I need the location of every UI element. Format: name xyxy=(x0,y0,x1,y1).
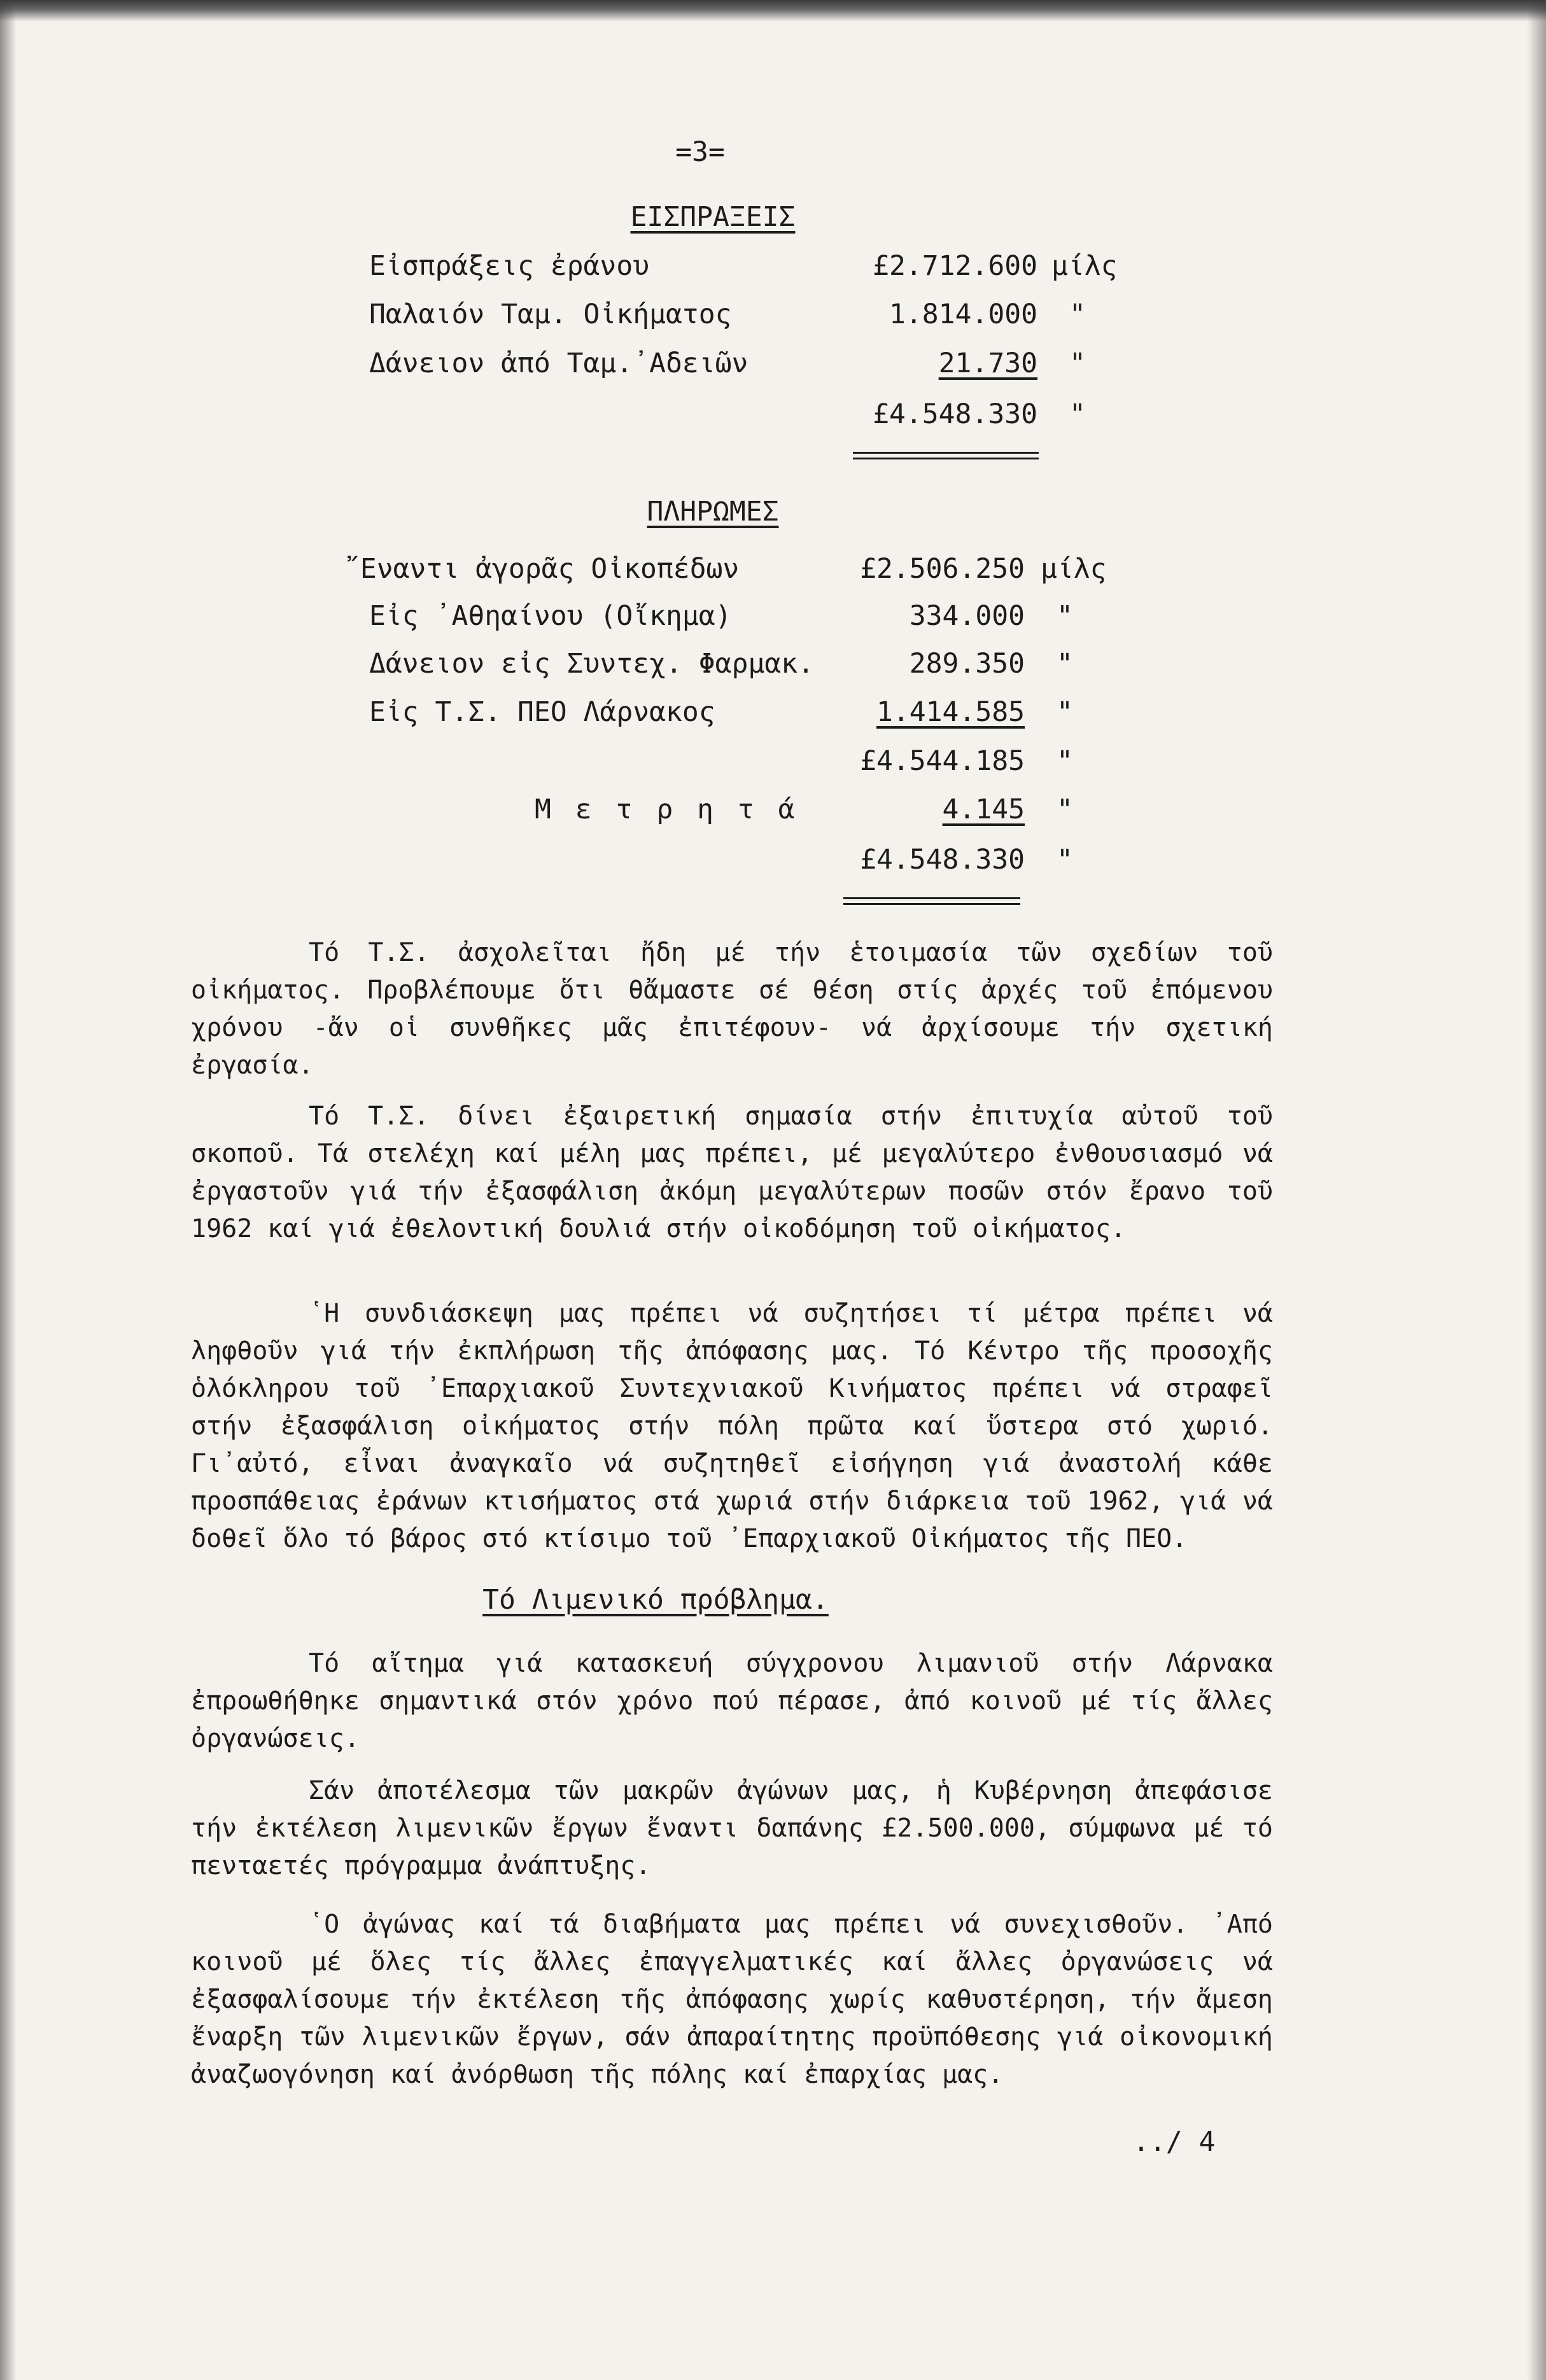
payment-unit: " xyxy=(1057,600,1073,632)
payment-amount: £2.506.250 xyxy=(860,553,1025,585)
paragraph: Τό Τ.Σ. ἀσχολεῖται ἤδη μέ τήν ἑτοιμασία τῶν σχεδίων τοῦ οἰκήματος. Προβλέπουμε ὅτι θἄμαστε σέ θέση στίς ἀρχές τοῦ ἐπόμενου χρόνου -ἄν οἱ συνθῆκες μᾶς ἐπιτέφουν- νά ἀρχίσουμε τήν σχετική ἐργασία. xyxy=(191,938,1273,1080)
receipt-label: Δάνειον ἀπό Ταμ.᾿Αδειῶν xyxy=(369,347,748,379)
receipts-heading: ΕΙΣΠΡΑΞΕΙΣ xyxy=(630,201,796,233)
paragraph: Τό αἴτημα γιά κατασκευή σύγχρονου λιμανιοῦ στήν Λάρνακα ἐπροωθήθηκε σημαντικά στόν χρόνο πού πέρασε, ἀπό κοινοῦ μέ τίς ἄλλες ὀργανώσεις. xyxy=(191,1649,1273,1753)
payment-amount: 1.414.585 xyxy=(876,696,1025,728)
payment-unit: μίλς xyxy=(1041,553,1107,585)
receipt-label: Εἰσπράξεις ἐράνου xyxy=(369,250,650,282)
paragraph: Τό Τ.Σ. δίνει ἐξαιρετική σημασία στήν ἐπιτυχία αὐτοῦ τοῦ σκοποῦ. Τά στελέχη καί μέλη μας πρέπει, μέ μεγαλύτερο ἐνθουσιασμό νά ἐργαστοῦν γιά τήν ἐξασφάλιση ἀκόμη μεγαλύτερων ποσῶν στόν ἔρανο τοῦ 1962 καί γιά ἐθελοντική δουλιά στήν οἰκοδόμηση τοῦ οἰκήματος. xyxy=(191,1102,1273,1243)
receipt-unit: μίλς xyxy=(1051,250,1118,282)
payment-unit: " xyxy=(1057,696,1073,728)
paragraph: Σάν ἀποτέλεσμα τῶν μακρῶν ἀγώνων μας, ἡ Κυβέρνηση ἀπεφάσισε τήν ἐκτέλεση λιμενικῶν ἔργων ἔναντι δαπάνης £2.500.000, σύμφωνα μέ τό πενταετές πρόγραμμα ἀνάπτυξης. xyxy=(191,1776,1273,1880)
payment-label: Δάνειον εἰς Συντεχ. Φαρμακ. xyxy=(369,648,814,680)
payment-label: Εἰς Τ.Σ. ΠΕΟ Λάρνακος xyxy=(369,696,715,728)
continuation-marker: ../ 4 xyxy=(1133,2126,1216,2158)
receipt-amount: £2.712.600 xyxy=(873,250,1037,282)
payment-amount: 289.350 xyxy=(909,648,1025,680)
receipt-label: Παλαιόν Ταμ. Οἰκήματος xyxy=(369,298,732,330)
payment-label: Εἰς ᾿Αθηαίνου (Οἴκημα) xyxy=(369,600,732,632)
section-heading: Τό Λιμενικό πρόβλημα. xyxy=(482,1584,829,1616)
payments-total: £4.548.330 xyxy=(860,844,1025,876)
paragraph: ῾Η συνδιάσκεψη μας πρέπει νά συζητήσει τί μέτρα πρέπει νά ληφθοῦν γιά τήν ἐκπλήρωση τῆς ἀπόφασης μας. Τό Κέντρο τῆς προσοχῆς ὁλόκληρου τοῦ ᾿Επαρχιακοῦ Συντεχνιακοῦ Κινήματος πρέπει νά στραφεῖ στήν ἐξασφάλιση οἰκήματος στήν πόλη πρῶτα καί ὕστερα στό χωριό. Γι᾿αὐτό, εἶναι ἀναγκαῖο νά συζητηθεῖ εἰσήγηση γιά ἀναστολή κάθε προσπάθειας ἐράνων κτισήματος στά χωριά στήν διάρκεια τοῦ 1962, γιά νά δοθεῖ ὅλο τό βάρος στό κτίσιμο τοῦ ᾿Επαρχιακοῦ Οἰκήματος τῆς ΠΕΟ. xyxy=(191,1299,1273,1553)
receipt-amount: 21.730 xyxy=(938,347,1037,379)
payment-amount: 334.000 xyxy=(909,600,1025,632)
cash-amount: 4.145 xyxy=(942,794,1025,825)
payments-subtotal: £4.544.185 xyxy=(860,745,1025,777)
scan-edge-right xyxy=(1527,0,1546,2380)
double-rule xyxy=(843,897,1020,899)
scan-edge-left xyxy=(0,0,17,2380)
receipt-amount: 1.814.000 xyxy=(889,298,1037,330)
payments-heading: ΠΛΗΡΩΜΕΣ xyxy=(647,496,779,528)
page-number: =3= xyxy=(675,136,725,168)
scan-edge-top xyxy=(0,0,1546,22)
paragraph: ῾Ο ἀγώνας καί τά διαβήματα μας πρέπει νά συνεχισθοῦν. ᾿Από κοινοῦ μέ ὅλες τίς ἄλλες ἐπαγγελματικές καί ἄλλες ὀργανώσεις νά ἐξασφαλίσουμε τήν ἐκτέλεση τῆς ἀπόφασης χωρίς καθυστέρηση, τήν ἄμεση ἔναρξη τῶν λιμενικῶν ἔργων, σάν ἀπαραίτητης προϋπόθεσης γιά οἰκονομική ἀναζωογόνηση καί ἀνόρθωση τῆς πόλης καί ἐπαρχίας μας. xyxy=(191,1910,1273,2089)
payments-total-unit: " xyxy=(1057,844,1073,876)
cash-unit: " xyxy=(1057,794,1073,825)
receipt-unit: " xyxy=(1069,298,1086,330)
payment-unit: " xyxy=(1057,648,1073,680)
payments-subtotal-unit: " xyxy=(1057,745,1073,777)
receipts-total: £4.548.330 xyxy=(873,398,1037,430)
payment-label: ῎Εναντι ἀγορᾶς Οἰκοπέδων xyxy=(344,553,740,585)
cash-label: Μ ε τ ρ η τ ά xyxy=(535,794,799,825)
receipts-total-unit: " xyxy=(1069,398,1086,430)
receipt-unit: " xyxy=(1069,347,1086,379)
double-rule xyxy=(853,452,1039,454)
